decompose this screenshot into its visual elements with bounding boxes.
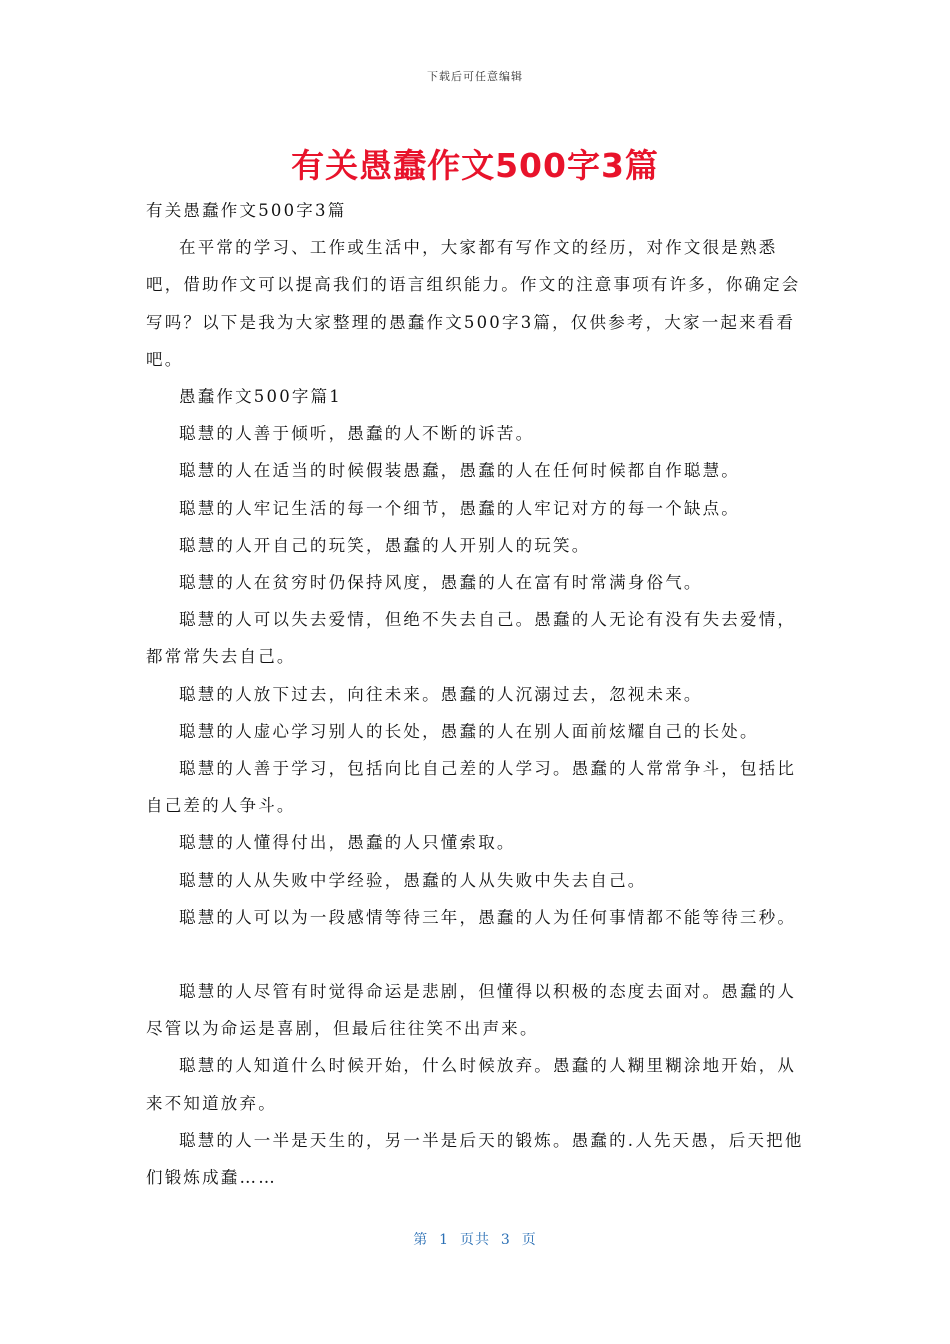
document-body [146, 192, 808, 1196]
body-paragraph: 聪慧的人可以失去爱情，但绝不失去自己。愚蠢的人无论有没有失去爱情，都常常失去自己。 [146, 610, 797, 667]
intro-paragraph: 在平常的学习、工作或生活中，大家都有写作文的经历，对作文很是熟悉吧，借助作文可以提高我们的语言组织能力。作文的注意事项有许多，你确定会写吗？以下是我为大家整理的愚蠢作文500字3篇，仅供参考，大家一起来看看吧。 [146, 238, 801, 369]
paragraph-gap [146, 936, 808, 973]
page-number-footer: 第 1 页共 3 页 [413, 1232, 537, 1248]
body-paragraph: 聪慧的人知道什么时候开始，什么时候放弃。愚蠢的人糊里糊涂地开始，从来不知道放弃。 [146, 1056, 797, 1113]
body-paragraph: 聪慧的人虚心学习别人的长处，愚蠢的人在别人面前炫耀自己的长处。 [179, 721, 759, 741]
body-paragraph: 聪慧的人牢记生活的每一个细节，愚蠢的人牢记对方的每一个缺点。 [179, 498, 740, 518]
header-note: 下载后可任意编辑 [427, 70, 523, 83]
document-subtitle: 有关愚蠢作文500字3篇 [146, 201, 347, 220]
body-paragraph: 聪慧的人善于倾听，愚蠢的人不断的诉苦。 [179, 424, 535, 444]
document-title: 有关愚蠢作文500字3篇 [291, 146, 659, 185]
body-paragraph: 聪慧的人开自己的玩笑，愚蠢的人开别人的玩笑。 [179, 535, 591, 555]
body-paragraph: 聪慧的人可以为一段感情等待三年，愚蠢的人为任何事情都不能等待三秒。 [179, 907, 797, 927]
body-paragraph: 聪慧的人在贫穷时仍保持风度，愚蠢的人在富有时常满身俗气。 [179, 573, 703, 593]
body-paragraph: 聪慧的人放下过去，向往未来。愚蠢的人沉溺过去，忽视未来。 [179, 684, 703, 704]
body-paragraph: 聪慧的人从失败中学经验，愚蠢的人从失败中失去自己。 [179, 870, 647, 890]
body-paragraph: 聪慧的人一半是天生的，另一半是后天的锻炼。愚蠢的.人先天愚，后天把他们锻炼成蠢…… [146, 1130, 804, 1188]
body-paragraph: 聪慧的人在适当的时候假装愚蠢，愚蠢的人在任何时候都自作聪慧。 [179, 461, 740, 481]
body-paragraph: 聪慧的人善于学习，包括向比自己差的人学习。愚蠢的人常常争斗，包括比自己差的人争斗。 [146, 759, 797, 816]
body-paragraph: 聪慧的人尽管有时觉得命运是悲剧，但懂得以积极的态度去面对。愚蠢的人尽管以为命运是喜剧，但最后往往笑不出声来。 [146, 982, 797, 1039]
section-heading: 愚蠢作文500字篇1 [179, 387, 342, 407]
body-paragraph: 聪慧的人懂得付出，愚蠢的人只懂索取。 [179, 833, 516, 853]
